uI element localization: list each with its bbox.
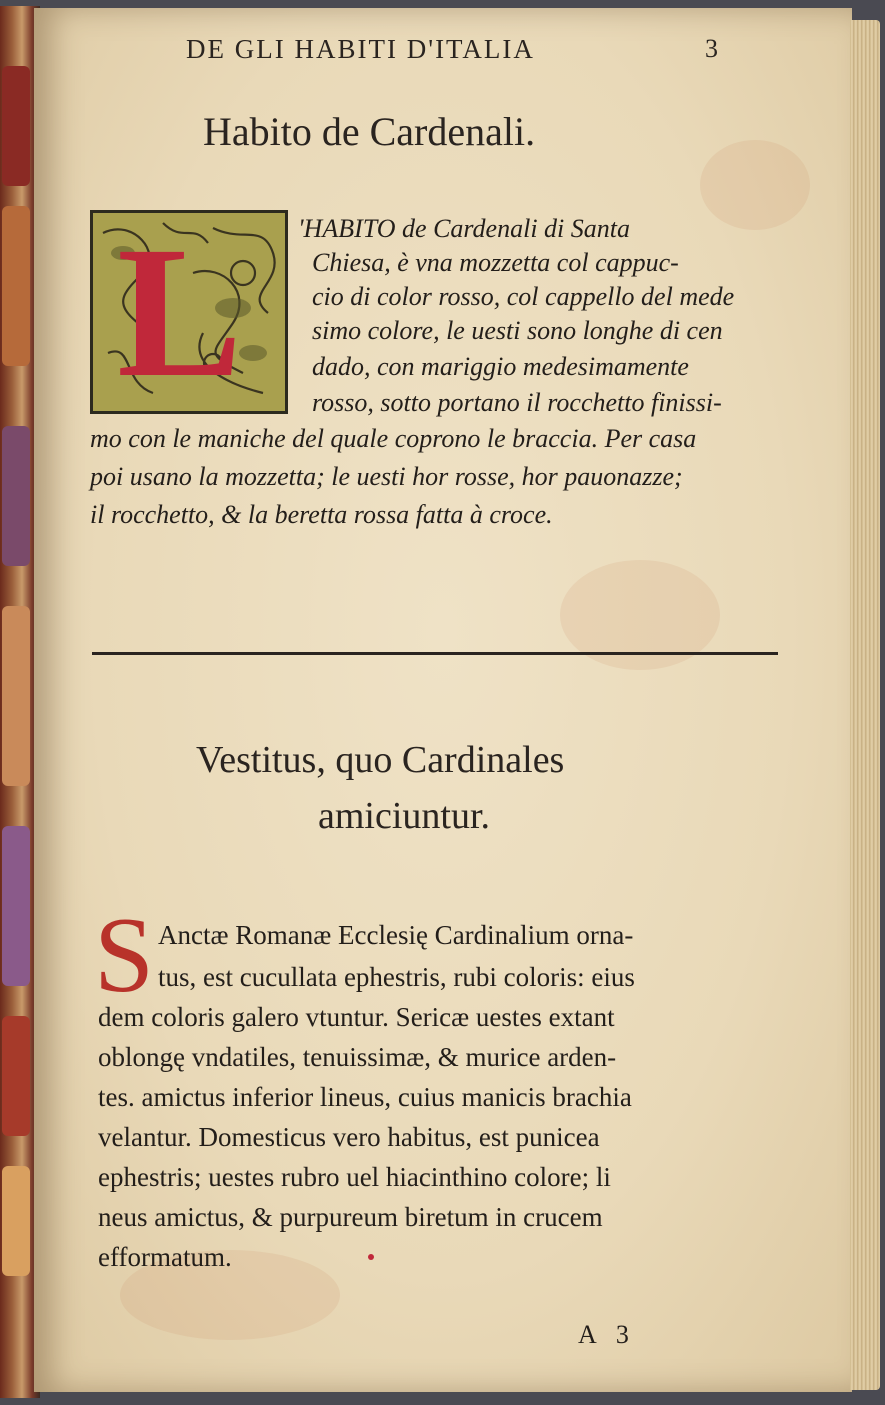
- foxing-stain: [700, 140, 810, 230]
- italian-line: dado, con mariggio medesimamente: [312, 352, 689, 381]
- latin-line: tus, est cucullata ephestris, rubi coloris: eius: [158, 962, 635, 992]
- section-divider: [92, 652, 778, 655]
- latin-line: neus amictus, & purpureum biretum in crucem: [98, 1202, 603, 1232]
- italian-line: cio di color rosso, col cappello del mede: [312, 282, 735, 311]
- drop-cap-s: S: [94, 896, 155, 1015]
- italian-line: mo con le maniche del quale coprono le braccia. Per casa: [90, 424, 697, 453]
- latin-line: Anctæ Romanæ Ecclesię Cardinalium orna-: [158, 920, 634, 950]
- italian-line: il rocchetto, & la beretta rossa fatta à croce.: [90, 500, 553, 529]
- latin-line: oblongę vndatiles, tenuissimæ, & murice arden-: [98, 1042, 617, 1072]
- italian-section-title: Habito de Cardenali.: [203, 109, 536, 154]
- red-ink-dot: [368, 1254, 374, 1260]
- latin-section-title-line2: amiciuntur.: [318, 795, 491, 837]
- initial-letter: L: [117, 210, 243, 414]
- latin-line: tes. amictus inferior lineus, cuius manicis brachia: [98, 1082, 632, 1112]
- page-fore-edge: [850, 20, 880, 1390]
- italian-line: poi usano la mozzetta; le uesti hor rosse, hor pauonazze;: [90, 462, 683, 491]
- italian-line: rosso, sotto portano il rocchetto finissi-: [312, 388, 722, 417]
- italian-line: simo colore, le uesti sono longhe di cen: [312, 316, 723, 345]
- latin-section-title: Vestitus, quo Cardinales: [196, 739, 565, 781]
- italian-line: 'HABITO de Cardenali di Santa: [298, 214, 630, 243]
- latin-line: velantur. Domesticus vero habitus, est punicea: [98, 1122, 600, 1152]
- latin-line: ephestris; uestes rubro uel hiacinthino colore; li: [98, 1162, 611, 1192]
- latin-line: dem coloris galero vtuntur. Sericæ uestes extant: [98, 1002, 615, 1032]
- signature-mark: A 3: [578, 1320, 629, 1349]
- latin-line: efformatum.: [98, 1242, 232, 1272]
- running-head: DE GLI HABITI D'ITALIA: [186, 34, 535, 64]
- italian-line: Chiesa, è vna mozzetta col cappuc-: [312, 248, 679, 277]
- decorated-initial: [90, 210, 288, 414]
- folio-number: 3: [705, 34, 718, 63]
